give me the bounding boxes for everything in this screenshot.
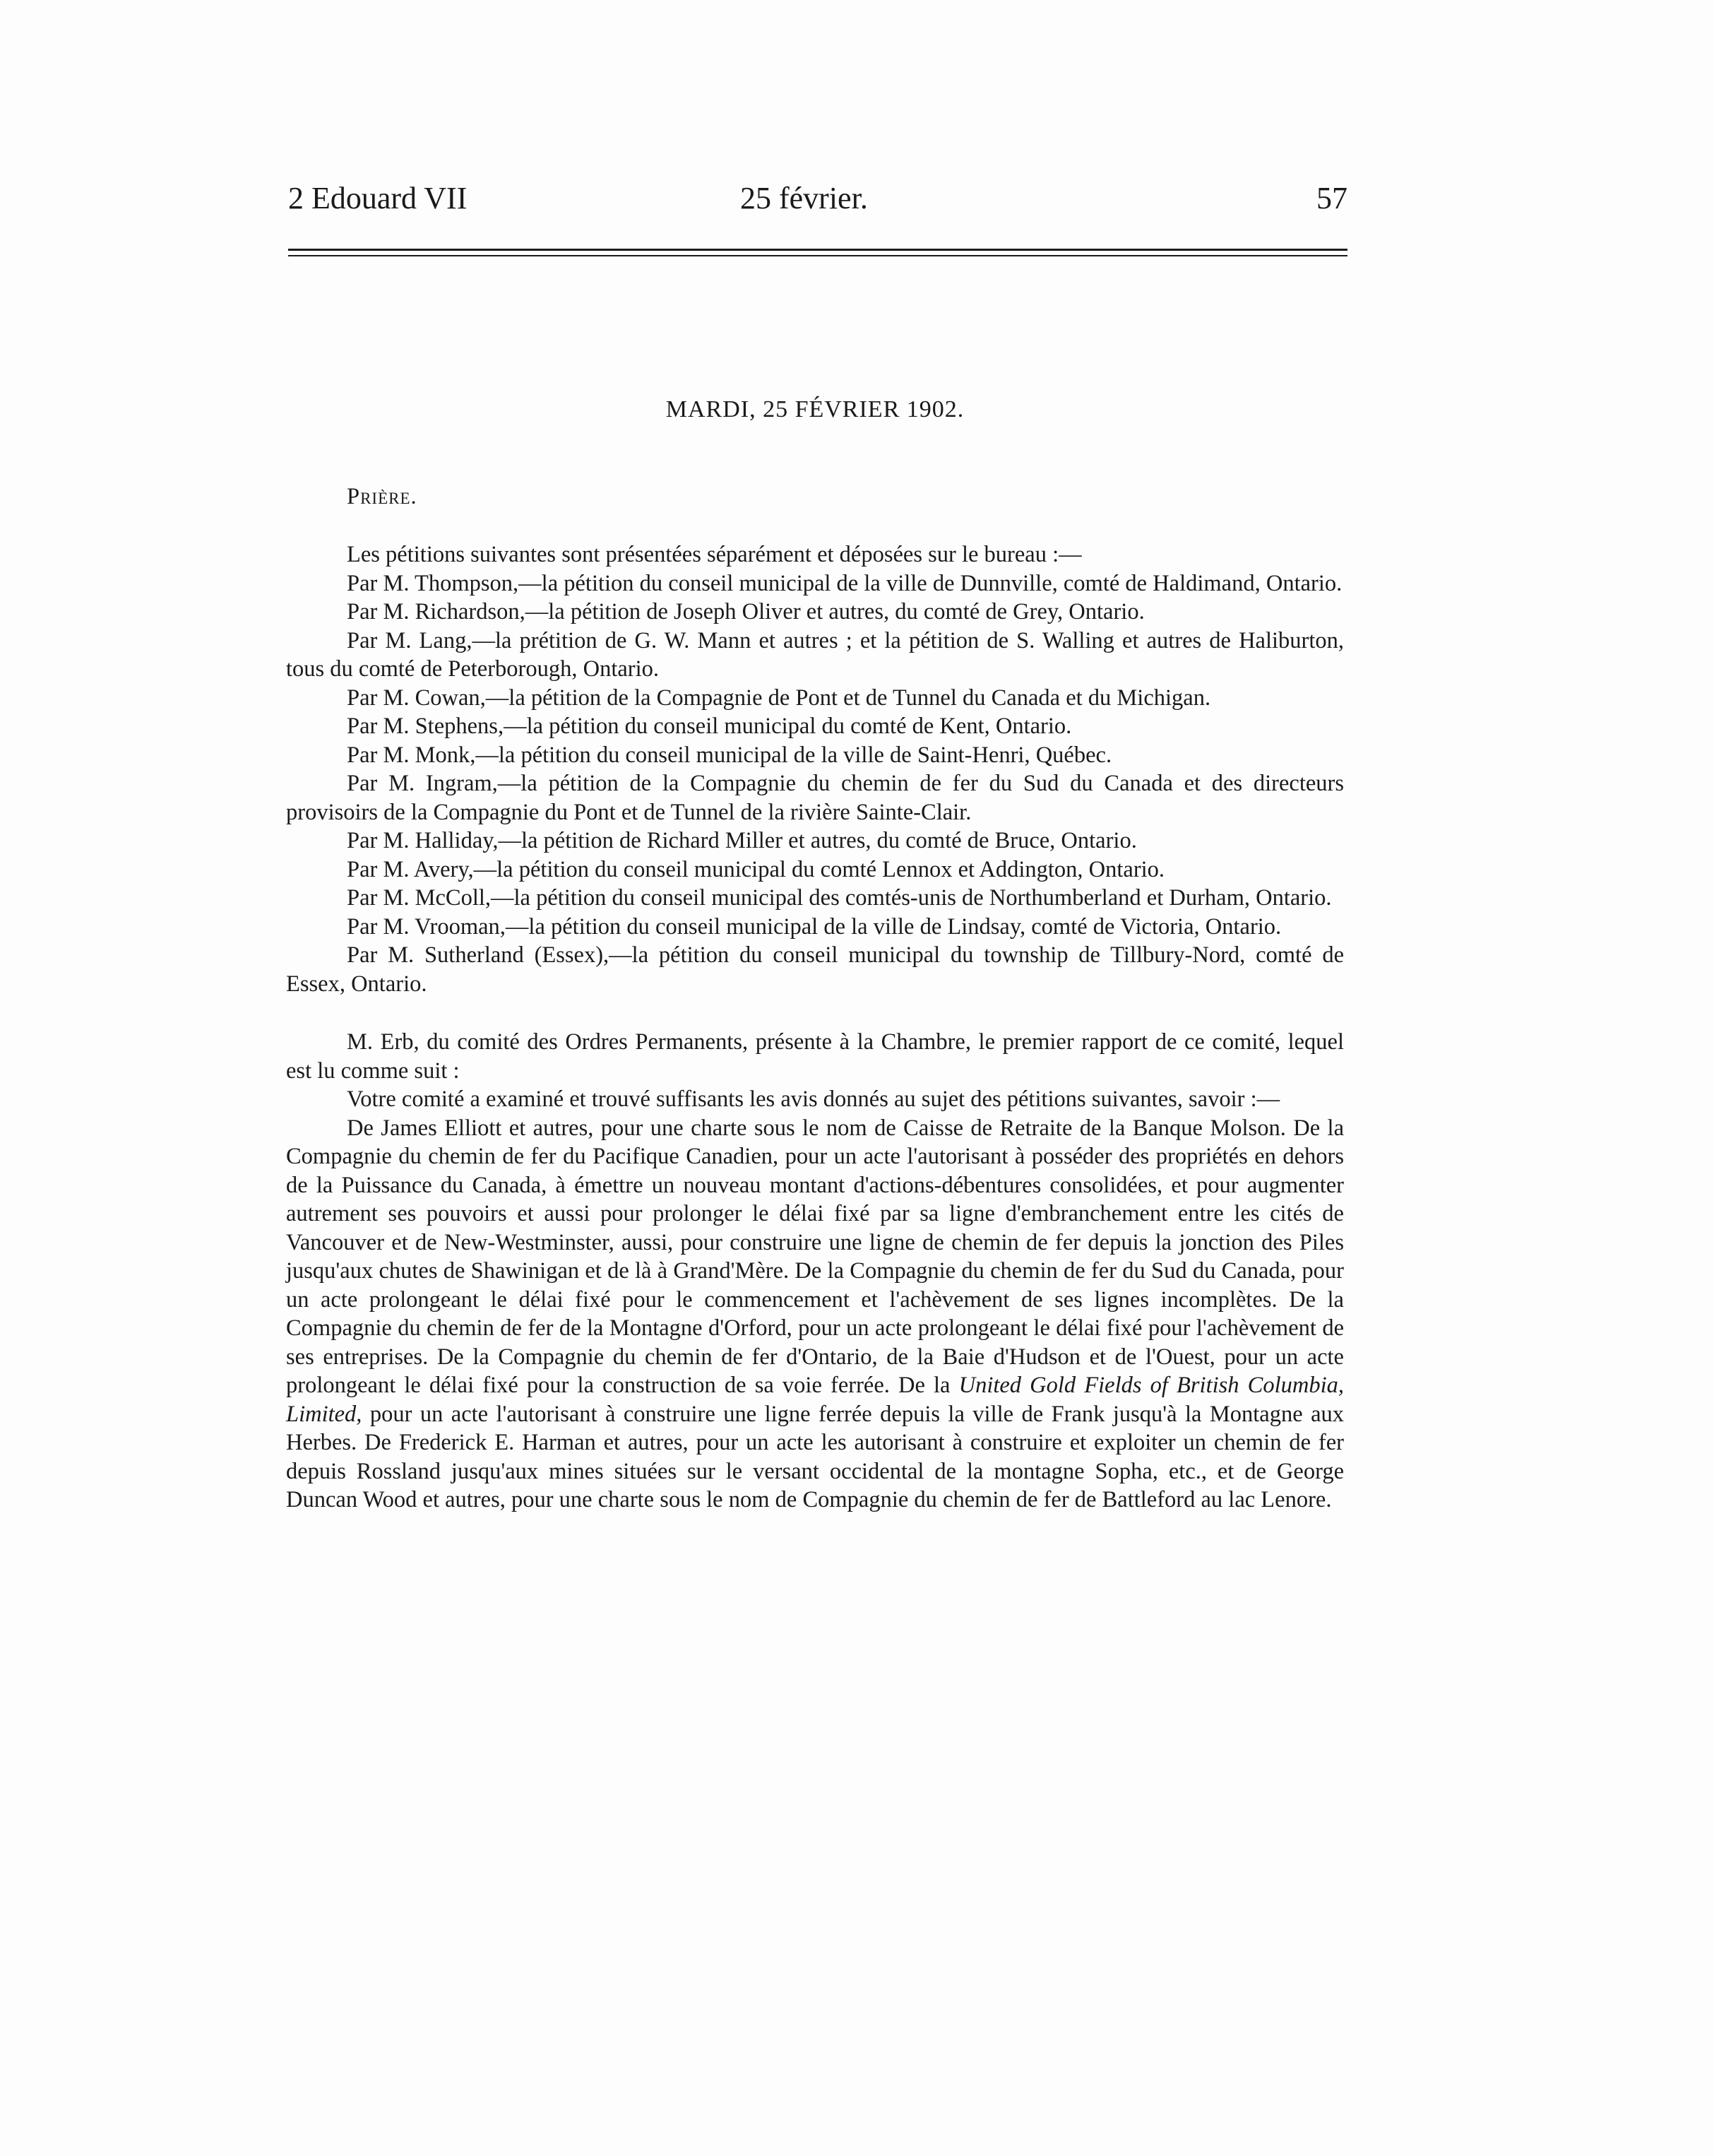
- petition-paragraph: Par M. Halliday,—la pétition de Richard Miller et autres, du comté de Bruce, Ontario.: [347, 828, 1137, 853]
- page-content: [286, 396, 1344, 1515]
- petition-paragraph: Par M. Ingram,—la pétition de la Compagnie du chemin de fer du Sud du Canada et des directeurs provisoirs de la Compagnie du Pont et de Tunnel de la rivière Sainte-Clair.: [286, 771, 1344, 825]
- petition-paragraph: Par M. Thompson,—la pétition du conseil municipal de la ville de Dunnville, comté de Haldimand, Ontario.: [347, 570, 1343, 596]
- report-body: [286, 1114, 1344, 1515]
- petition-paragraph: Par M. Stephens,—la pétition du conseil municipal du comté de Kent, Ontario.: [347, 713, 1072, 739]
- report-found: Votre comité a examiné et trouvé suffisants les avis donnés au sujet des pétitions suivantes, savoir :—: [347, 1086, 1280, 1112]
- petition-paragraph: Par M. Richardson,—la pétition de Joseph Oliver et autres, du comté de Grey, Ontario.: [347, 599, 1145, 624]
- petitions-section: [286, 540, 1344, 998]
- report-body-italic: United Gold Fields of British Columbia, Limited,: [286, 1373, 1344, 1427]
- petition-paragraph: Par M. Sutherland (Essex),—la pétition du conseil municipal du township de Tillbury-Nord, comté de Essex, Ontario.: [286, 942, 1344, 997]
- petition-paragraph: Par M. Cowan,—la pétition de la Compagnie de Pont et de Tunnel du Canada et du Michigan.: [347, 685, 1211, 711]
- prayer-heading: Prière.: [347, 483, 417, 509]
- running-header: [288, 180, 1347, 230]
- page-title: MARDI, 25 FÉVRIER 1902.: [665, 396, 965, 422]
- report-section: [286, 1028, 1344, 1515]
- petition-paragraph: Par M. Vrooman,—la pétition du conseil municipal de la ville de Lindsay, comté de Victoria, Ontario.: [347, 913, 1282, 940]
- header-regnal-year: 2 Edouard VII: [288, 181, 468, 215]
- petition-paragraph: Par M. Monk,—la pétition du conseil municipal de la ville de Saint-Henri, Québec.: [347, 742, 1112, 768]
- report-body-part2: pour un acte l'autorisant à construire une ligne ferrée depuis la ville de Frank jusqu'à la Montagne aux Herbes. De Frederick E. Harman et autres, pour un acte les autorisant à construire et exploiter un chemin de fer depuis Rossland jusqu'aux mines situées sur le versant occidental de la montagne Sopha, etc., et de George Duncan Wood et autres, pour une charte sous le nom de Compagnie du chemin de fer de Battleford au lac Lenore.: [286, 1401, 1344, 1512]
- header-date: 25 février.: [740, 181, 868, 215]
- petition-paragraph: Par M. McColl,—la pétition du conseil municipal des comtés-unis de Northumberland et Durham, Ontario.: [347, 885, 1332, 911]
- header-rule-bottom: [288, 255, 1347, 256]
- petition-paragraph: Les pétitions suivantes sont présentées séparément et déposées sur le bureau :—: [347, 542, 1082, 567]
- header-rule-top: [288, 249, 1347, 251]
- report-intro: M. Erb, du comité des Ordres Permanents, présente à la Chambre, le premier rapport de ce comité, lequel est lu comme suit :: [286, 1029, 1344, 1084]
- petition-paragraph: Par M. Lang,—la prétition de G. W. Mann et autres ; et la pétition de S. Walling et autres de Haliburton, tous du comté de Peterborough, Ontario.: [286, 627, 1344, 682]
- petition-paragraph: Par M. Avery,—la pétition du conseil municipal du comté Lennox et Addington, Ontario.: [347, 856, 1165, 882]
- page-number: 57: [1316, 181, 1347, 215]
- report-body-part1: De James Elliott et autres, pour une charte sous le nom de Caisse de Retraite de la Banque Molson. De la Compagnie du chemin de fer du Pacifique Canadien, pour un acte l'autorisant à posséder des propriétés en dehors de la Puissance du Canada, à émettre un nouveau montant d'actions-débentures consolidées, et pour augmenter autrement ses pouvoirs et aussi pour prolonger le délai fixé par sa ligne d'embranchement entre les cités de Vancouver et de New-Westminster, aussi, pour construire une ligne de chemin de fer depuis la jonction des Piles jusqu'aux chutes de Shawinigan et de là à Grand'Mère. De la Compagnie du chemin de fer du Sud du Canada, pour un acte prolongeant le délai fixé pour le commencement et l'achèvement de ses lignes incomplètes. De la Compagnie du chemin de fer de la Montagne d'Orford, pour un acte prolongeant le délai fixé pour l'achèvement de ses entreprises. De la Compagnie du chemin de fer d'Ontario, de la Baie d'Hudson et de l'Ouest, pour un acte prolongeant le délai fixé pour la construction de sa voie ferrée. De la: [286, 1115, 1344, 1398]
